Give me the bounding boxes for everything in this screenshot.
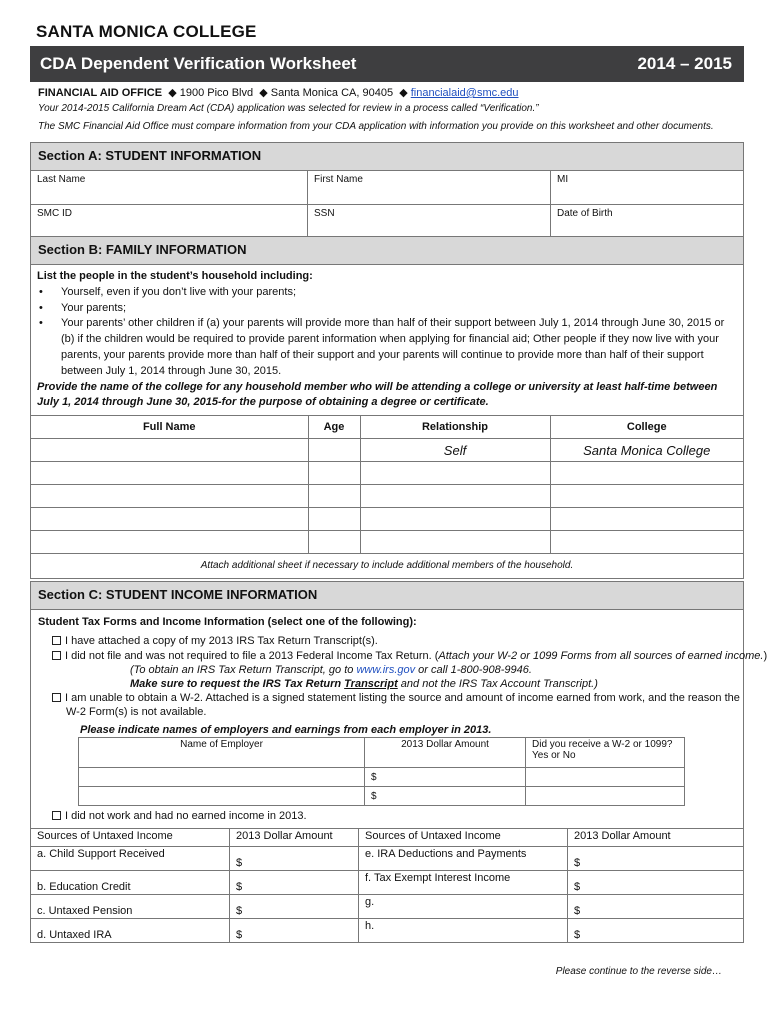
option-no-w2[interactable] (52, 692, 740, 704)
tax-forms-heading: Student Tax Forms and Income Information (select one of the following): (38, 616, 417, 628)
table-row (31, 485, 743, 508)
table-row (31, 871, 744, 895)
irs-link[interactable]: www.irs.gov (356, 664, 416, 676)
transcript-note-c: and not the IRS Tax Account Transcript.) (397, 678, 598, 690)
table-row (31, 847, 744, 871)
dollar-sign: $ (236, 905, 243, 917)
table-row (31, 508, 743, 531)
relationship-cell[interactable] (360, 531, 550, 554)
address-city: Santa Monica CA, 90405 (270, 87, 394, 99)
untaxed-amount-cell[interactable] (230, 871, 359, 895)
checkbox[interactable] (52, 636, 61, 645)
col-untaxed-source-left: Sources of Untaxed Income (31, 829, 230, 847)
untaxed-source: c. Untaxed Pension (31, 895, 230, 919)
amount-cell[interactable] (365, 787, 526, 806)
attach-note: Attach additional sheet if necessary to include additional members of the household. (200, 560, 574, 571)
option-label: I did not work and had no earned income in 2013. (65, 810, 307, 822)
transcript-note (130, 678, 598, 690)
table-header-row (31, 829, 744, 847)
form-title-bar (30, 46, 744, 82)
checkbox[interactable] (52, 693, 61, 702)
household-table (31, 415, 743, 554)
table-row (31, 919, 744, 943)
irs-note-text: (To obtain an IRS Tax Return Transcript, go to (130, 664, 357, 676)
section-c-title: Section C: STUDENT INCOME INFORMATION (31, 582, 743, 610)
untaxed-amount-cell[interactable] (230, 895, 359, 919)
list-item: • Yourself, even if you don’t live with your parents; (37, 285, 737, 301)
college-cell[interactable] (550, 462, 743, 485)
untaxed-source: b. Education Credit (31, 871, 230, 895)
list-item: • Your parents’ other children if (a) your parents will provide more than half of their support between July 1, 2014 through June 30, 2015 or (b) if the children would be required to provide parent information when applying for financial aid; Other people if they now live with your parents, your parents provide more than half of their support and your parents will continue to provide more than half of their support between July 1, 2014 through June 30, 2015. (37, 316, 737, 379)
untaxed-source: f. Tax Exempt Interest Income (359, 871, 568, 895)
section-a-title: Section A: STUDENT INFORMATION (31, 143, 743, 171)
age-cell[interactable] (308, 439, 360, 462)
full-name-cell[interactable] (31, 439, 308, 462)
option-no-w2-cont: W-2 Form(s) is not available. (66, 706, 207, 718)
option-label-close: ) (763, 650, 768, 662)
transcript-note-b: Transcript (344, 678, 398, 690)
college-instruction: Provide the name of the college for any household member who will be attending a college or university at least half-time between July 1, 2014 through June 30, 2015-for the purpose of obtaining a degree or certificate. (37, 380, 718, 409)
dollar-sign: $ (574, 929, 581, 941)
full-name-cell[interactable] (31, 508, 308, 531)
full-name-cell[interactable] (31, 485, 308, 508)
employers-heading: Please indicate names of employers and earnings from each employer in 2013. (80, 724, 492, 736)
employer-cell[interactable] (79, 787, 365, 806)
address-street: 1900 Pico Blvd (179, 87, 254, 99)
checkbox[interactable] (52, 811, 61, 820)
untaxed-amount-cell[interactable] (568, 847, 744, 871)
college-cell[interactable]: Santa Monica College (550, 439, 743, 462)
section-a-row-2 (31, 205, 743, 238)
dollar-sign: $ (574, 857, 581, 869)
option-label: I am unable to obtain a W-2. Attached is a signed statement listing the source and amount of income earned from work, and the reason the (65, 692, 740, 704)
last-name-field[interactable] (31, 171, 308, 204)
untaxed-source: e. IRA Deductions and Payments (359, 847, 568, 871)
untaxed-amount-cell[interactable] (230, 919, 359, 943)
option-label: I did not file and was not required to file a 2013 Federal Income Tax Return. ( (65, 650, 439, 662)
section-b-instructions (31, 265, 743, 415)
office-label: FINANCIAL AID OFFICE (38, 87, 163, 99)
col-college: College (550, 416, 743, 439)
col-untaxed-amount-right: 2013 Dollar Amount (568, 829, 744, 847)
option-not-required[interactable] (52, 650, 767, 662)
col-untaxed-amount-left: 2013 Dollar Amount (230, 829, 359, 847)
section-b (30, 236, 744, 579)
table-row (31, 895, 744, 919)
table-row (79, 787, 685, 806)
household-list (37, 285, 737, 380)
ssn-label: SSN (314, 208, 335, 219)
first-name-label: First Name (314, 174, 363, 185)
col-full-name: Full Name (31, 416, 308, 439)
col-w2-line2: Yes or No (532, 750, 576, 761)
untaxed-income-table (30, 828, 744, 943)
dob-field[interactable] (551, 205, 743, 238)
ssn-field[interactable] (308, 205, 551, 238)
list-item: • Your parents; (37, 301, 737, 317)
amount-cell[interactable] (365, 768, 526, 787)
table-header-row (31, 416, 743, 439)
table-row (79, 768, 685, 787)
relationship-cell[interactable] (360, 508, 550, 531)
w2-cell[interactable] (526, 768, 685, 787)
untaxed-source[interactable]: h. (359, 919, 568, 943)
col-w2-line1: Did you receive a W-2 or 1099? (532, 739, 673, 750)
dollar-sign: $ (371, 771, 377, 783)
age-cell[interactable] (308, 508, 360, 531)
dollar-sign: $ (574, 905, 581, 917)
irs-note (130, 664, 532, 676)
list-heading: List the people in the student’s household including: (37, 270, 313, 282)
relationship-cell[interactable] (360, 485, 550, 508)
age-cell[interactable] (308, 462, 360, 485)
untaxed-source[interactable]: g. (359, 895, 568, 919)
untaxed-amount-cell[interactable] (230, 847, 359, 871)
last-name-label: Last Name (37, 174, 86, 185)
diamond-icon: ◆ (259, 87, 268, 99)
col-age: Age (308, 416, 360, 439)
award-year: 2014 – 2015 (637, 54, 732, 73)
untaxed-amount-cell[interactable] (568, 871, 744, 895)
col-relationship: Relationship (360, 416, 550, 439)
dob-label: Date of Birth (557, 208, 613, 219)
college-cell[interactable] (550, 508, 743, 531)
intro-line-2: The SMC Financial Aid Office must compare information from your CDA application with information you provide on this worksheet and other documents. (38, 121, 714, 132)
full-name-cell[interactable] (31, 462, 308, 485)
diamond-icon: ◆ (399, 87, 408, 99)
mi-field[interactable] (551, 171, 743, 204)
table-header-row (79, 738, 685, 768)
relationship-cell[interactable]: Self (360, 439, 550, 462)
option-transcript[interactable] (52, 635, 378, 647)
untaxed-source: d. Untaxed IRA (31, 919, 230, 943)
w2-cell[interactable] (526, 787, 685, 806)
col-untaxed-source-right: Sources of Untaxed Income (359, 829, 568, 847)
form-title: CDA Dependent Verification Worksheet (40, 54, 357, 73)
option-label-italic: Attach your W-2 or 1099 Forms from all sources of earned income. (438, 650, 764, 662)
mi-label: MI (557, 174, 569, 185)
relationship-cell[interactable] (360, 462, 550, 485)
college-cell[interactable] (550, 485, 743, 508)
dollar-sign: $ (236, 929, 243, 941)
option-no-work[interactable] (52, 810, 307, 822)
college-cell[interactable] (550, 531, 743, 554)
col-w2 (526, 738, 685, 768)
irs-note-phone: or call 1-800-908-9946. (415, 664, 532, 676)
dollar-sign: $ (574, 881, 581, 893)
college-name: SANTA MONICA COLLEGE (36, 22, 257, 41)
table-row (31, 462, 743, 485)
dollar-sign: $ (236, 881, 243, 893)
col-employer: Name of Employer (79, 738, 365, 768)
dollar-sign: $ (371, 790, 377, 802)
section-b-title: Section B: FAMILY INFORMATION (31, 237, 743, 265)
continue-note: Please continue to the reverse side… (555, 966, 722, 977)
intro-line-1: Your 2014-2015 California Dream Act (CDA) application was selected for review in a process called “Verification.” (38, 103, 539, 114)
full-name-cell[interactable] (31, 531, 308, 554)
untaxed-source: a. Child Support Received (31, 847, 230, 871)
email-link[interactable]: financialaid@smc.edu (410, 87, 519, 99)
table-row (31, 439, 743, 462)
dollar-sign: $ (236, 857, 243, 869)
section-a (30, 142, 744, 239)
employer-cell[interactable] (79, 768, 365, 787)
section-a-row-1 (31, 171, 743, 205)
age-cell[interactable] (308, 485, 360, 508)
checkbox[interactable] (52, 651, 61, 660)
transcript-note-a: Make sure to request the IRS Tax Return (130, 678, 345, 690)
option-label: I have attached a copy of my 2013 IRS Tax Return Transcript(s). (65, 635, 378, 647)
untaxed-amount-cell[interactable] (568, 919, 744, 943)
first-name-field[interactable] (308, 171, 551, 204)
smc-id-label: SMC ID (37, 208, 72, 219)
untaxed-amount-cell[interactable] (568, 895, 744, 919)
diamond-icon: ◆ (168, 87, 177, 99)
employer-table (78, 737, 685, 806)
smc-id-field[interactable] (31, 205, 308, 238)
col-dollar: 2013 Dollar Amount (365, 738, 526, 768)
office-info (38, 86, 519, 99)
table-row (31, 531, 743, 554)
age-cell[interactable] (308, 531, 360, 554)
